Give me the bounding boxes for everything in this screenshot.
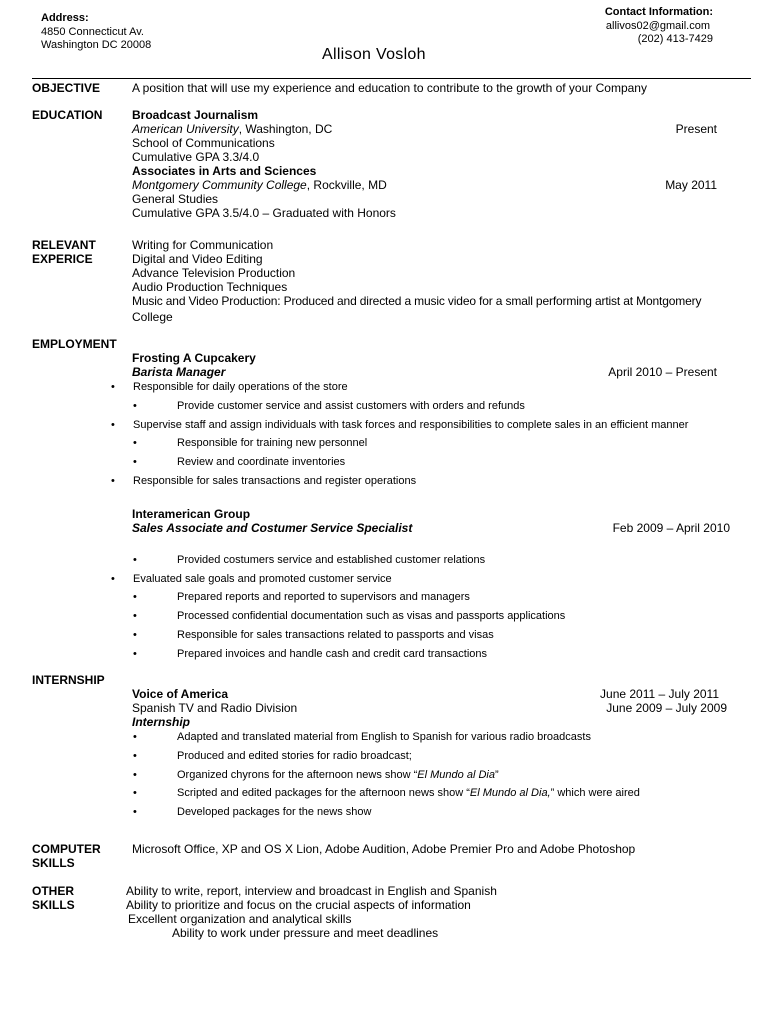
education-school: American University [132, 122, 239, 136]
chyron-prefix: Organized chyrons for the afternoon news show “ [177, 769, 418, 781]
bullet: • [111, 419, 115, 431]
job-bullet: Evaluated sale goals and promoted customer service [133, 573, 392, 585]
education-detail: School of Communications [132, 136, 275, 150]
address-line-1: 4850 Connecticut Av. [41, 26, 144, 38]
employment-heading: EMPLOYMENT [32, 337, 117, 351]
education-degree: Associates in Arts and Sciences [132, 164, 317, 178]
education-date: May 2011 [665, 178, 717, 192]
bullet: • [133, 437, 137, 449]
education-detail: General Studies [132, 192, 219, 206]
objective-text: A position that will use my experience and education to contribute to the growth of your Company [132, 81, 647, 95]
education-detail: Cumulative GPA 3.5/4.0 – Graduated with Honors [132, 206, 396, 220]
internship-bullet [177, 769, 499, 782]
job-sub-bullet: Prepared reports and reported to supervisors and managers [177, 591, 470, 603]
bullet: • [133, 629, 137, 641]
objective-heading: OBJECTIVE [32, 81, 101, 95]
bullet: • [133, 787, 137, 799]
contact-email[interactable]: allivos02@gmail.com [605, 20, 710, 32]
education-heading: EDUCATION [32, 108, 103, 122]
job-sub-bullet: Processed confidential documentation such as visas and passports applications [177, 610, 566, 622]
other-skills-heading: OTHER [32, 884, 74, 898]
education-degree: Broadcast Journalism [132, 108, 259, 122]
header-divider [32, 78, 751, 79]
job-company: Frosting A Cupcakery [132, 351, 256, 365]
bullet: • [111, 475, 115, 487]
job-sub-bullet: Responsible for sales transactions related to passports and visas [177, 629, 494, 641]
internship-date: June 2011 – July 2011 [600, 687, 719, 701]
relevant-item: Writing for Communication [132, 238, 274, 252]
internship-title: Internship [132, 715, 191, 729]
bullet: • [133, 610, 137, 622]
relevant-item: Advance Television Production [132, 266, 296, 280]
show-title: El Mundo al Dia, [469, 787, 551, 799]
candidate-name: Allison Vosloh [322, 46, 426, 63]
bullet: • [133, 648, 137, 660]
bullet: • [133, 456, 137, 468]
education-location: , Washington, DC [238, 122, 333, 136]
show-title: El Mundo al Dia [417, 769, 495, 781]
job-date: Feb 2009 – April 2010 [612, 521, 730, 535]
bullet: • [111, 573, 115, 585]
other-skill: Ability to write, report, interview and broadcast in English and Spanish [126, 884, 497, 898]
other-skills-heading: SKILLS [32, 898, 75, 912]
address-label: Address: [41, 12, 89, 24]
education-location: , Rockville, MD [306, 178, 387, 192]
education-date: Present [675, 122, 717, 136]
internship-date: June 2009 – July 2009 [606, 701, 727, 715]
relevant-heading: EXPERICE [32, 252, 93, 266]
bullet: • [133, 554, 137, 566]
relevant-item: Digital and Video Editing [132, 252, 263, 266]
job-bullet: Responsible for daily operations of the store [133, 381, 348, 393]
relevant-item: Music and Video Production: Produced and directed a music video for a small performing artist at Montgomery [132, 294, 702, 308]
job-title: Barista Manager [132, 365, 226, 379]
bullet: • [111, 381, 115, 393]
job-sub-bullet: Provide customer service and assist customers with orders and refunds [177, 400, 525, 412]
bullet: • [133, 806, 137, 818]
job-sub-bullet: Review and coordinate inventories [177, 456, 346, 468]
other-skill: Ability to work under pressure and meet deadlines [172, 926, 439, 940]
job-sub-bullet: Provided costumers service and established customer relations [177, 554, 486, 566]
education-school: Montgomery Community College [132, 178, 307, 192]
relevant-item: College [132, 310, 173, 324]
education-school-line [132, 178, 387, 192]
education-school-line [132, 122, 332, 136]
address-line-2: Washington DC 20008 [41, 39, 152, 51]
computer-skills-heading: SKILLS [32, 856, 75, 870]
bullet: • [133, 769, 137, 781]
bullet: • [133, 591, 137, 603]
internship-company: Voice of America [132, 687, 229, 701]
internship-heading: INTERNSHIP [32, 673, 105, 687]
bullet: • [133, 750, 137, 762]
relevant-heading: RELEVANT [32, 238, 96, 252]
job-company: Interamerican Group [132, 507, 251, 521]
internship-bullet: Developed packages for the news show [177, 806, 372, 818]
script-suffix: ” which were aired [550, 787, 640, 799]
job-date: April 2010 – Present [608, 365, 717, 379]
education-detail: Cumulative GPA 3.3/4.0 [132, 150, 260, 164]
internship-division: Spanish TV and Radio Division [132, 701, 298, 715]
bullet: • [133, 731, 137, 743]
job-title: Sales Associate and Costumer Service Specialist [132, 521, 413, 535]
job-sub-bullet: Prepared invoices and handle cash and credit card transactions [177, 648, 488, 660]
contact-label: Contact Information: [604, 6, 713, 18]
script-prefix: Scripted and edited packages for the afternoon news show “ [177, 787, 470, 799]
contact-phone: (202) 413-7429 [637, 33, 713, 45]
internship-bullet [177, 787, 640, 800]
computer-skills-heading: COMPUTER [32, 842, 101, 856]
job-bullet: Supervise staff and assign individuals with task forces and responsibilities to complete sales in an efficient manner [133, 419, 689, 431]
bullet: • [133, 400, 137, 412]
other-skill: Excellent organization and analytical skills [128, 912, 352, 926]
other-skill: Ability to prioritize and focus on the crucial aspects of information [126, 898, 471, 912]
internship-bullet: Adapted and translated material from English to Spanish for various radio broadcasts [177, 731, 591, 743]
relevant-item: Audio Production Techniques [132, 280, 288, 294]
job-sub-bullet: Responsible for training new personnel [177, 437, 368, 449]
computer-skills-text: Microsoft Office, XP and OS X Lion, Adobe Audition, Adobe Premier Pro and Adobe Photoshop [132, 842, 636, 856]
internship-bullet: Produced and edited stories for radio broadcast; [177, 750, 412, 762]
chyron-suffix: ” [494, 769, 499, 781]
job-bullet: Responsible for sales transactions and register operations [133, 475, 417, 487]
